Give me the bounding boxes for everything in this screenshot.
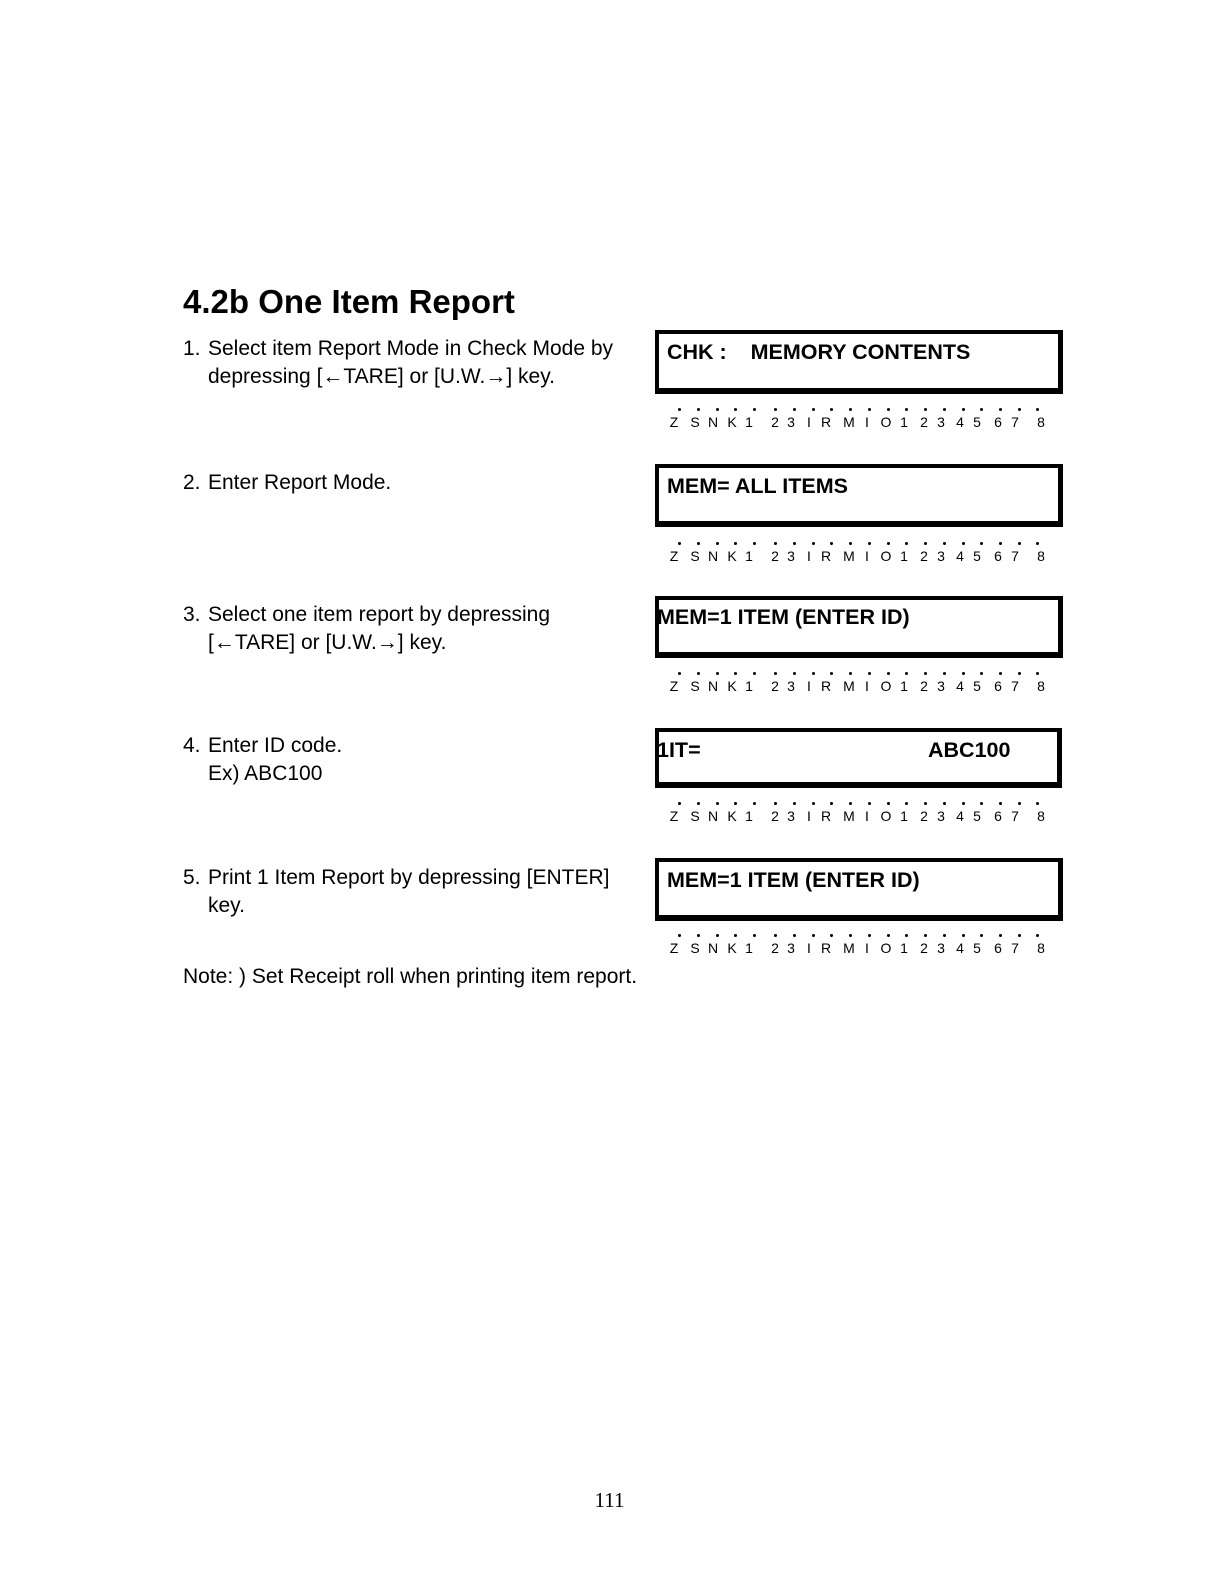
indicator-label: R <box>820 808 832 824</box>
page-number: 111 <box>594 1488 625 1512</box>
indicator-label: 3 <box>937 808 945 824</box>
indicator-label: 1 <box>745 678 753 694</box>
indicator-label: K <box>727 548 737 564</box>
lcd-display-1 <box>655 330 1063 394</box>
lcd-text: MEM= ALL ITEMS <box>667 474 848 498</box>
step-text-continued: [←TARE] or [U.W.→] key. <box>208 631 447 654</box>
indicator-label: I <box>807 808 811 824</box>
step-text: Enter Report Mode. <box>208 471 392 494</box>
indicator-label: 4 <box>956 678 964 694</box>
step-number: 2. <box>183 471 201 494</box>
indicator-label: K <box>727 808 737 824</box>
indicator-label: M <box>843 940 855 956</box>
indicator-label: I <box>865 548 869 564</box>
step-number: 4. <box>183 734 201 757</box>
indicator-label: 4 <box>956 414 964 430</box>
indicator-label: 2 <box>920 808 928 824</box>
indicator-label: M <box>843 548 855 564</box>
indicator-label: 3 <box>787 808 795 824</box>
indicator-label: S <box>690 678 700 694</box>
indicator-label: 7 <box>1011 678 1019 694</box>
step-text: Select one item report by depressing <box>208 603 551 626</box>
indicator-label: I <box>807 548 811 564</box>
indicator-label: S <box>690 414 700 430</box>
indicator-label: 1 <box>745 940 753 956</box>
indicator-label: 5 <box>973 678 981 694</box>
lcd-display-2 <box>655 464 1063 527</box>
indicator-row-4 <box>668 800 1048 828</box>
indicator-label: 2 <box>771 548 779 564</box>
indicator-label: 5 <box>973 940 981 956</box>
indicator-label: 7 <box>1011 940 1019 956</box>
lcd-text-right: ABC100 <box>928 738 1011 762</box>
indicator-label: 4 <box>956 808 964 824</box>
step-number: 1. <box>183 337 201 360</box>
indicator-label: Z <box>669 678 679 694</box>
indicator-label: O <box>880 678 892 694</box>
indicator-label: M <box>843 678 855 694</box>
indicator-label: R <box>820 548 832 564</box>
indicator-label: I <box>865 414 869 430</box>
indicator-label: 2 <box>771 940 779 956</box>
indicator-label: 1 <box>900 414 908 430</box>
indicator-label: N <box>707 414 719 430</box>
indicator-label: Z <box>669 808 679 824</box>
note-text: Note: ) Set Receipt roll when printing item report. <box>183 965 638 988</box>
step-text-continued: depressing [←TARE] or [U.W.→] key. <box>208 365 555 388</box>
indicator-label: 1 <box>900 940 908 956</box>
step-text: Select item Report Mode in Check Mode by <box>208 337 614 360</box>
indicator-label: O <box>880 808 892 824</box>
indicator-label: O <box>880 414 892 430</box>
indicator-row-2 <box>668 540 1048 568</box>
indicator-label: 8 <box>1037 678 1045 694</box>
lcd-text: CHK : MEMORY CONTENTS <box>667 340 971 364</box>
indicator-label: 3 <box>937 548 945 564</box>
indicator-label: 6 <box>994 678 1002 694</box>
indicator-label: I <box>865 940 869 956</box>
indicator-label: S <box>690 808 700 824</box>
indicator-label: 2 <box>920 414 928 430</box>
indicator-label: 2 <box>771 808 779 824</box>
indicator-label: 2 <box>920 678 928 694</box>
indicator-label: 2 <box>920 940 928 956</box>
indicator-label: I <box>865 678 869 694</box>
indicator-label: 7 <box>1011 548 1019 564</box>
indicator-label: 3 <box>787 678 795 694</box>
indicator-label: 2 <box>920 548 928 564</box>
indicator-labels <box>668 670 1048 698</box>
indicator-label: Z <box>669 548 679 564</box>
step-1 <box>183 335 613 391</box>
indicator-label: 3 <box>787 414 795 430</box>
indicator-label: I <box>807 678 811 694</box>
step-number: 3. <box>183 603 201 626</box>
indicator-label: 5 <box>973 548 981 564</box>
lcd-display-4 <box>655 728 1062 788</box>
indicator-label: 2 <box>771 678 779 694</box>
indicator-label: 4 <box>956 548 964 564</box>
indicator-label: 6 <box>994 808 1002 824</box>
indicator-label: 6 <box>994 940 1002 956</box>
indicator-label: 1 <box>900 808 908 824</box>
lcd-text: MEM=1 ITEM (ENTER ID) <box>667 868 920 892</box>
lcd-text: 1IT= <box>657 738 701 762</box>
indicator-labels <box>668 540 1048 568</box>
indicator-label: 8 <box>1037 414 1045 430</box>
step-4 <box>183 732 342 788</box>
indicator-label: M <box>843 414 855 430</box>
indicator-label: S <box>690 548 700 564</box>
indicator-labels <box>668 406 1048 434</box>
indicator-label: 1 <box>745 808 753 824</box>
step-text: Print 1 Item Report by depressing [ENTER] <box>208 866 610 889</box>
indicator-label: 8 <box>1037 548 1045 564</box>
indicator-label: I <box>807 414 811 430</box>
step-text-continued: key. <box>208 894 245 917</box>
indicator-label: 4 <box>956 940 964 956</box>
lcd-display-5 <box>655 858 1063 921</box>
step-5 <box>183 864 610 920</box>
indicator-label: 3 <box>937 678 945 694</box>
indicator-label: K <box>727 940 737 956</box>
indicator-label: N <box>707 940 719 956</box>
indicator-label: N <box>707 678 719 694</box>
indicator-label: 8 <box>1037 808 1045 824</box>
indicator-label: O <box>880 940 892 956</box>
indicator-label: N <box>707 808 719 824</box>
indicator-row-5 <box>668 932 1048 960</box>
lcd-display-3 <box>655 596 1063 658</box>
indicator-labels <box>668 800 1048 828</box>
indicator-label: M <box>843 808 855 824</box>
indicator-label: S <box>690 940 700 956</box>
indicator-label: 3 <box>937 414 945 430</box>
indicator-label: K <box>727 414 737 430</box>
indicator-label: I <box>865 808 869 824</box>
indicator-label: R <box>820 414 832 430</box>
indicator-label: 1 <box>900 548 908 564</box>
indicator-label: 2 <box>771 414 779 430</box>
indicator-label: N <box>707 548 719 564</box>
indicator-label: 3 <box>787 940 795 956</box>
indicator-label: 7 <box>1011 414 1019 430</box>
indicator-label: R <box>820 678 832 694</box>
indicator-label: Z <box>669 940 679 956</box>
indicator-label: 7 <box>1011 808 1019 824</box>
indicator-label: 5 <box>973 808 981 824</box>
indicator-label: 6 <box>994 414 1002 430</box>
indicator-label: 1 <box>745 414 753 430</box>
indicator-label: 3 <box>937 940 945 956</box>
indicator-label: I <box>807 940 811 956</box>
indicator-row-3 <box>668 670 1048 698</box>
step-number: 5. <box>183 866 201 889</box>
indicator-label: 5 <box>973 414 981 430</box>
indicator-label: 1 <box>900 678 908 694</box>
indicator-row-1 <box>668 406 1048 434</box>
indicator-label: 6 <box>994 548 1002 564</box>
indicator-label: 8 <box>1037 940 1045 956</box>
indicator-label: O <box>880 548 892 564</box>
indicator-label: 1 <box>745 548 753 564</box>
indicator-label: Z <box>669 414 679 430</box>
lcd-text: MEM=1 ITEM (ENTER ID) <box>657 605 910 629</box>
indicator-labels <box>668 932 1048 960</box>
indicator-label: K <box>727 678 737 694</box>
step-text: Enter ID code. <box>208 734 343 757</box>
step-2 <box>183 469 391 497</box>
step-text-continued: Ex) ABC100 <box>208 762 323 785</box>
indicator-label: 3 <box>787 548 795 564</box>
indicator-label: R <box>820 940 832 956</box>
page-title: 4.2b One Item Report <box>183 283 515 320</box>
step-3 <box>183 601 550 657</box>
